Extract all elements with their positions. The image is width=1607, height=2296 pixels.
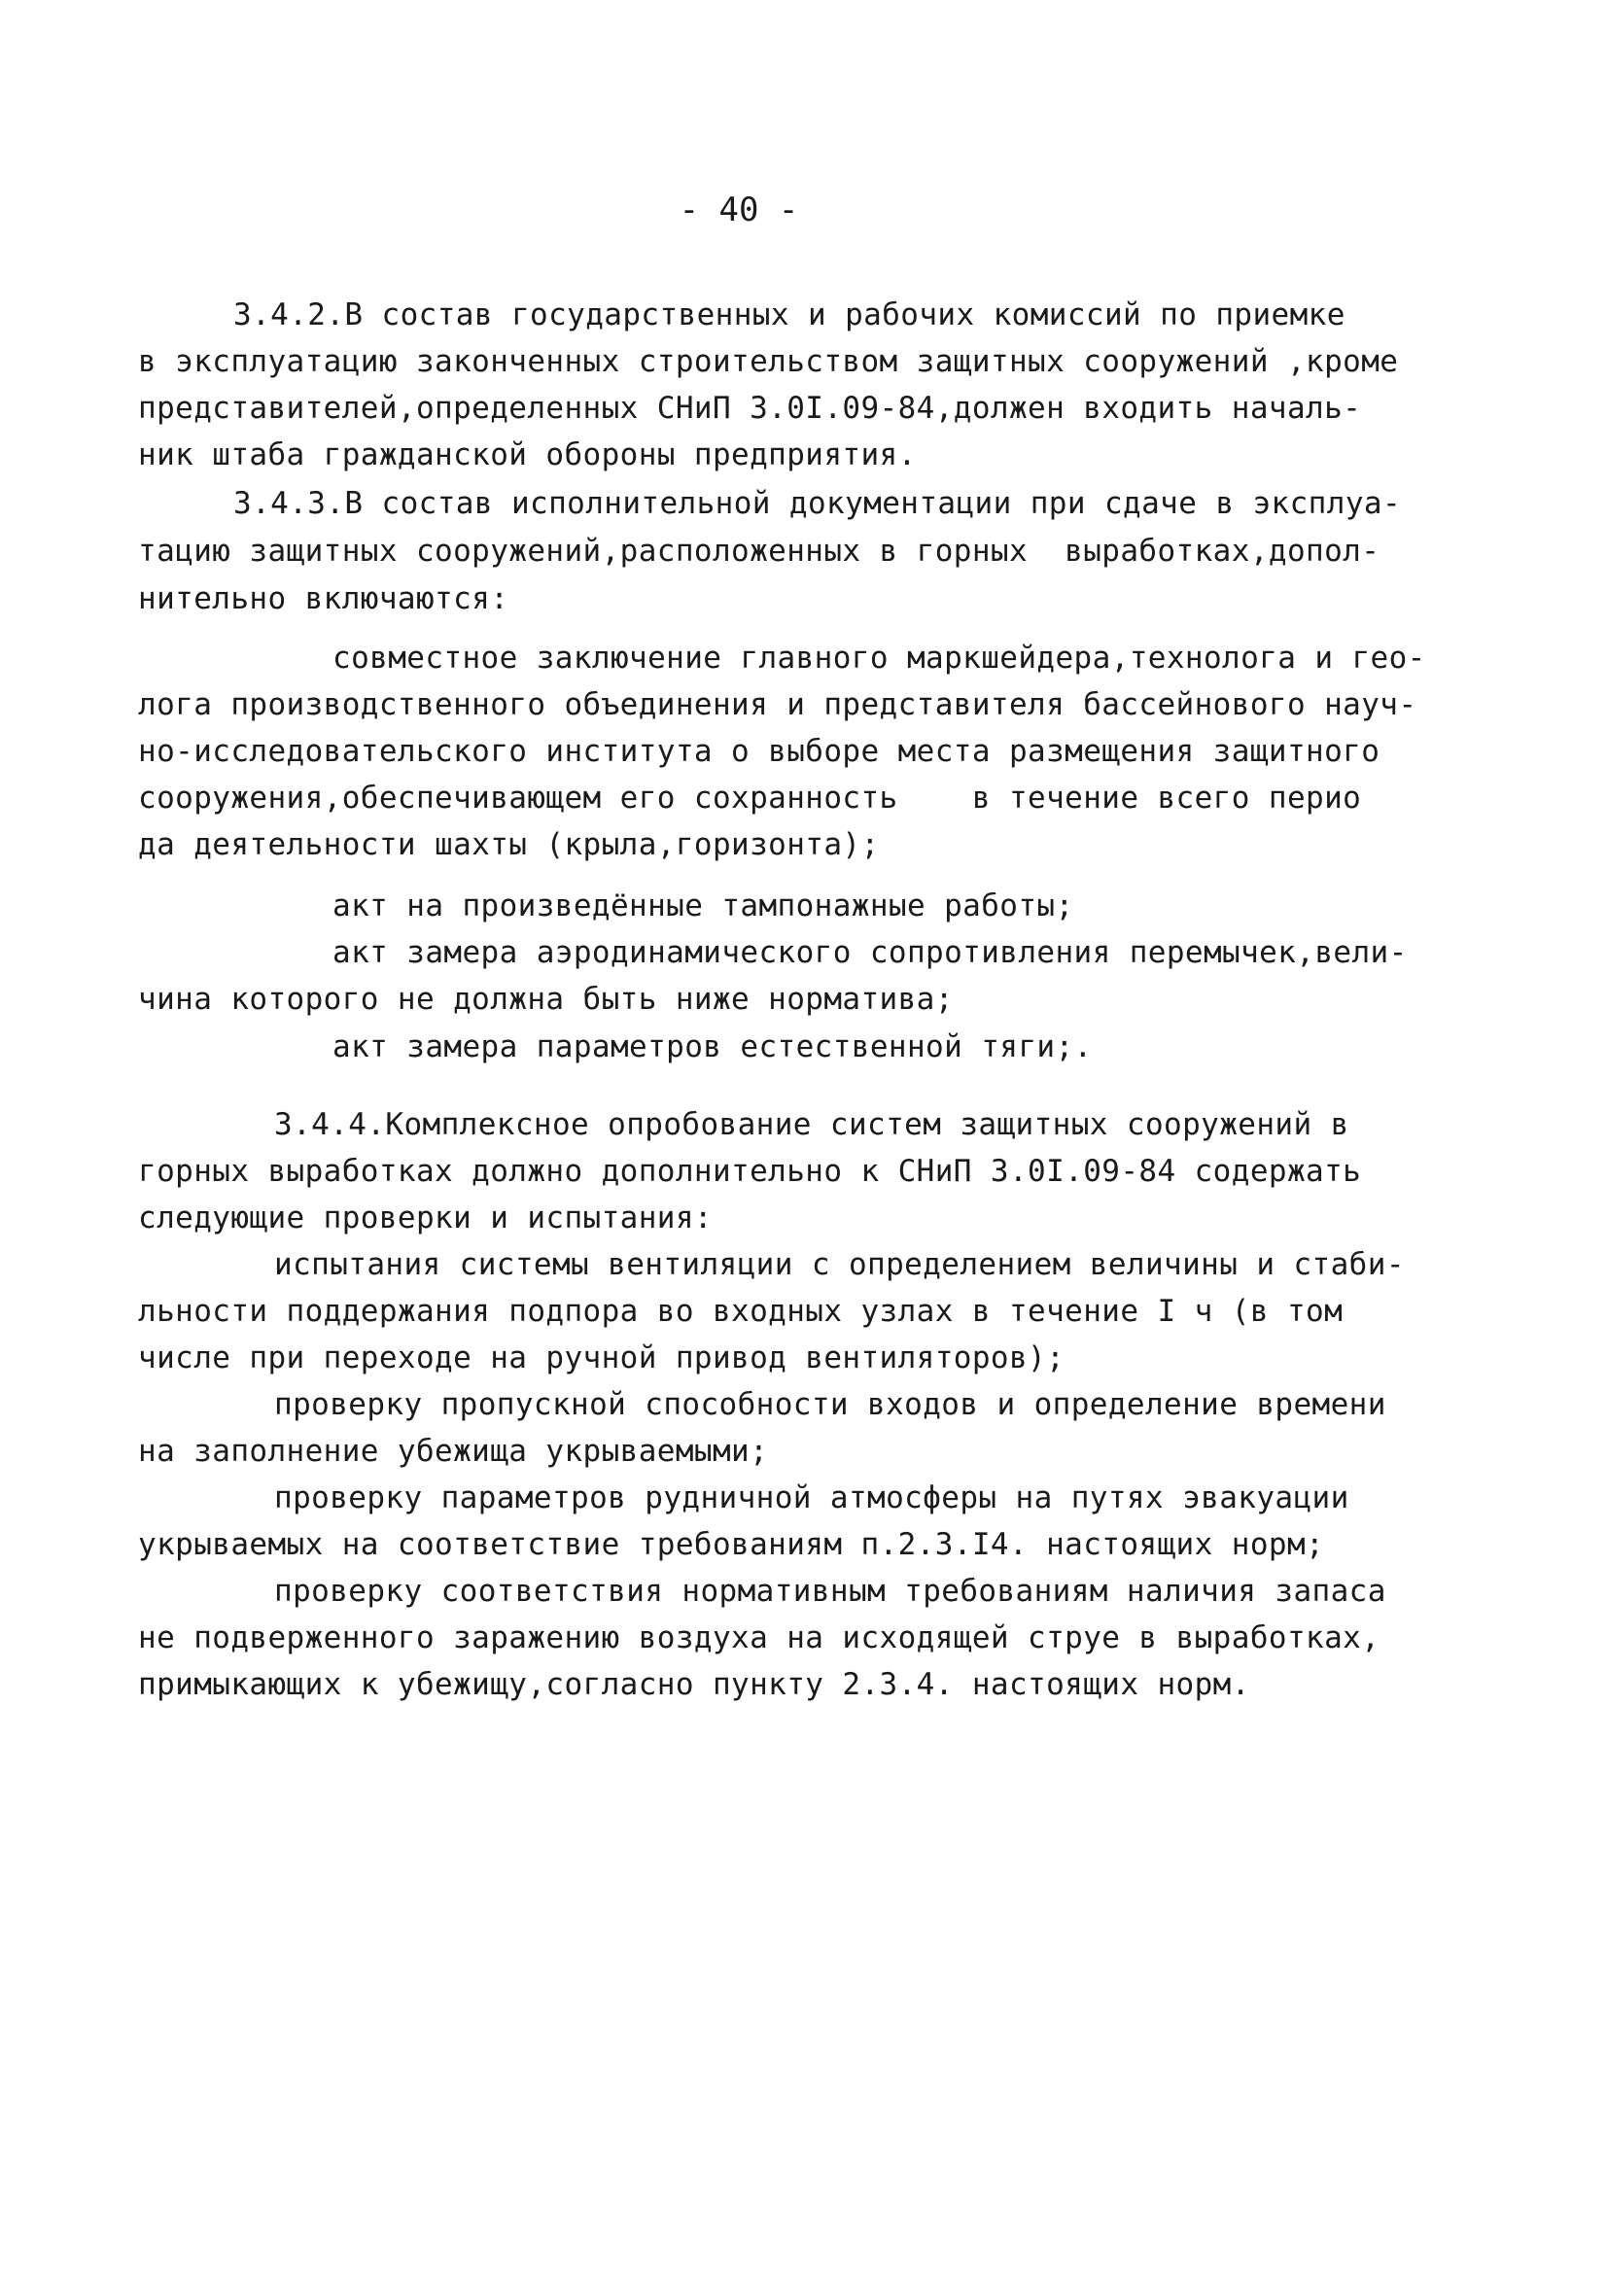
text-line: акт замера параметров естественной тяги;. — [332, 1029, 1093, 1064]
text-line: горных выработках должно дополнительно к СНиП 3.0I.09-84 содержать — [138, 1154, 1362, 1189]
text-line: акт замера аэродинамического сопротивления перемычек,вели- — [332, 935, 1408, 970]
text-line: примыкающих к убежищу,согласно пункту 2.3.4. настоящих норм. — [138, 1667, 1250, 1702]
text-line: нительно включаются: — [138, 581, 509, 616]
text-line: испытания системы вентиляции с определением величины и стаби- — [274, 1247, 1405, 1282]
text-line: не подверженного заражению воздуха на исходящей струе в выработках, — [138, 1620, 1380, 1655]
text-line: 3.4.3.В состав исполнительной документации при сдаче в эксплуа- — [233, 486, 1402, 521]
text-line: числе при переходе на ручной привод вентиляторов); — [138, 1340, 1066, 1375]
text-line: представителей,определенных СНиП 3.0I.09-84,должен входить началь- — [138, 391, 1362, 426]
text-line: проверку параметров рудничной атмосферы на путях эвакуации — [274, 1480, 1349, 1515]
page-number: - 40 - — [679, 191, 799, 229]
text-line: 3.4.2.В состав государственных и рабочих комиссий по приемке — [233, 297, 1345, 332]
text-line: акт на произведённые тампонажные работы; — [332, 888, 1074, 923]
text-line: следующие проверки и испытания: — [138, 1200, 713, 1235]
text-line: 3.4.4.Комплексное опробование систем защитных сооружений в — [274, 1107, 1349, 1142]
text-line: лога производственного объединения и представителя бассейнового науч- — [138, 687, 1417, 722]
text-line: проверку пропускной способности входов и определение времени — [274, 1387, 1386, 1422]
text-line: сооружения,обеспечивающем его сохранность в течение всего перио — [138, 781, 1362, 816]
text-line: да деятельности шахты (крыла,горизонта); — [138, 827, 880, 862]
text-line: укрываемых на соответствие требованиям п.2.3.I4. настоящих норм; — [138, 1527, 1325, 1562]
text-line: ник штаба гражданской обороны предприятия. — [138, 437, 917, 472]
text-line: льности поддержания подпора во входных узлах в течение I ч (в том — [138, 1294, 1344, 1329]
text-line: но-исследовательского института о выборе места размещения защитного — [138, 734, 1380, 769]
text-line: тацию защитных сооружений,расположенных в горных выработках,допол- — [138, 534, 1380, 569]
text-line: чина которого не должна быть ниже норматива; — [138, 982, 954, 1017]
text-line: совместное заключение главного маркшейдера,технолога и гео- — [332, 641, 1426, 676]
text-line: на заполнение убежища укрываемыми; — [138, 1434, 769, 1469]
text-line: проверку соответствия нормативным требованиям наличия запаса — [274, 1574, 1386, 1609]
text-line: в эксплуатацию законченных строительством защитных сооружений ,кроме — [138, 344, 1399, 379]
